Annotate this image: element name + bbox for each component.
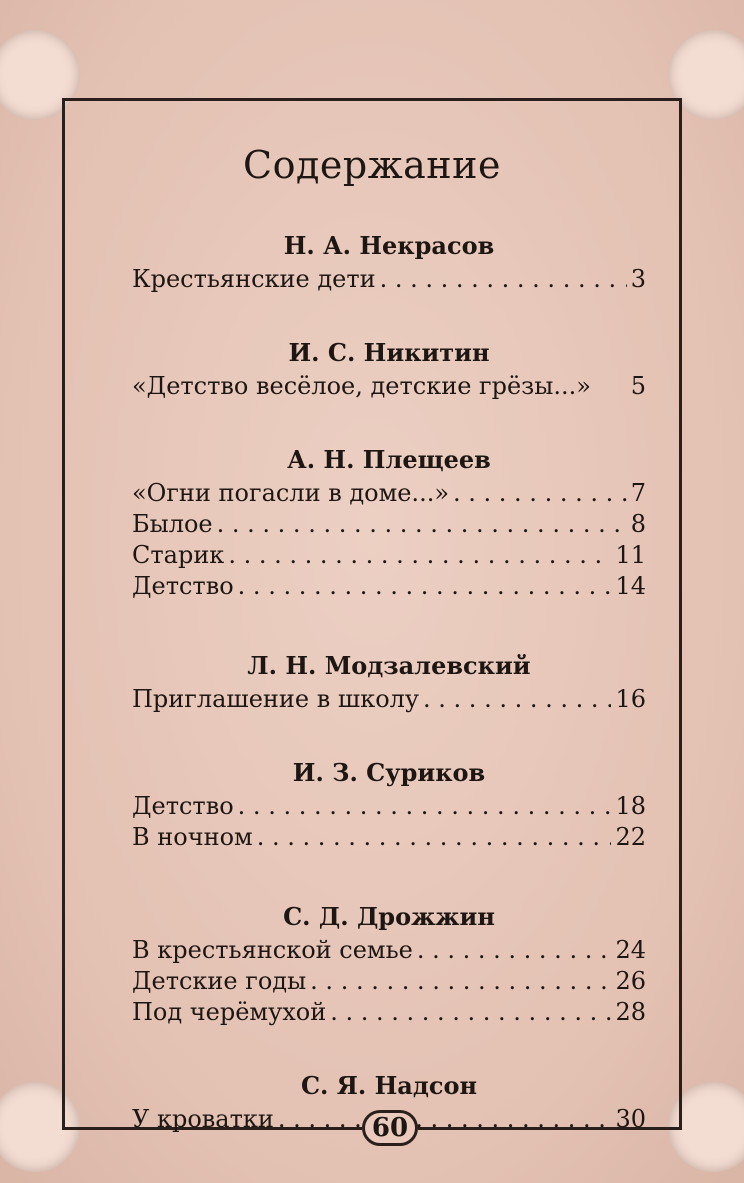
toc-entry[interactable] bbox=[132, 935, 646, 966]
entry-page: 28 bbox=[615, 998, 646, 1026]
toc-section bbox=[132, 442, 646, 602]
entry-title: В ночном bbox=[132, 823, 253, 851]
author-heading: И. З. Суриков bbox=[292, 758, 486, 787]
author-heading: Н. А. Некрасов bbox=[283, 231, 495, 260]
dot-leader bbox=[217, 509, 627, 540]
toc-entry[interactable] bbox=[132, 966, 646, 997]
entry-title: Старик bbox=[132, 541, 225, 569]
entry-title: Детство bbox=[132, 792, 234, 820]
toc-section bbox=[132, 335, 646, 402]
entry-page: 16 bbox=[615, 685, 646, 713]
table-of-contents bbox=[132, 228, 646, 1135]
frame-left-rule bbox=[62, 98, 65, 1128]
author-heading: Л. Н. Модзалевский bbox=[247, 651, 531, 680]
frame-right-rule bbox=[679, 98, 682, 1128]
dot-leader bbox=[310, 966, 611, 997]
entry-page: 14 bbox=[615, 572, 646, 600]
dot-leader bbox=[380, 264, 627, 295]
dot-leader bbox=[238, 791, 612, 822]
entry-page: 11 bbox=[615, 541, 646, 569]
dot-leader bbox=[257, 822, 612, 853]
entry-page: 8 bbox=[630, 510, 646, 538]
dot-leader bbox=[228, 540, 611, 571]
entry-page: 22 bbox=[615, 823, 646, 851]
toc-section bbox=[132, 755, 646, 853]
toc-entry[interactable] bbox=[132, 684, 646, 715]
entry-title: «Огни погасли в доме...» bbox=[132, 479, 450, 507]
toc-entry[interactable] bbox=[132, 791, 646, 822]
toc-section bbox=[132, 899, 646, 1028]
entry-page: 24 bbox=[615, 936, 646, 964]
entry-title: «Детство весёлое, детские грёзы...» bbox=[132, 372, 591, 400]
toc-section bbox=[132, 228, 646, 295]
frame-top-rule bbox=[62, 98, 682, 101]
toc-entry[interactable] bbox=[132, 571, 646, 602]
page-number: 60 bbox=[362, 1110, 418, 1146]
toc-entry[interactable] bbox=[132, 264, 646, 295]
entry-page: 3 bbox=[630, 265, 646, 293]
entry-page: 26 bbox=[615, 967, 646, 995]
entry-page: 18 bbox=[615, 792, 646, 820]
page-title: Содержание bbox=[243, 143, 501, 188]
dot-leader bbox=[278, 1104, 612, 1135]
dot-leader bbox=[330, 997, 611, 1028]
dot-leader bbox=[417, 935, 612, 966]
entry-page: 30 bbox=[615, 1105, 646, 1133]
toc-entry[interactable] bbox=[132, 509, 646, 540]
dot-leader bbox=[238, 571, 612, 602]
dot-leader bbox=[423, 684, 611, 715]
toc-entry[interactable] bbox=[132, 540, 646, 571]
toc-entry[interactable] bbox=[132, 478, 646, 509]
entry-title: Под черёмухой bbox=[132, 998, 327, 1026]
toc-entry[interactable] bbox=[132, 822, 646, 853]
page-corner-decoration bbox=[0, 30, 80, 120]
entry-title: Детские годы bbox=[132, 967, 307, 995]
entry-title: Приглашение в школу bbox=[132, 685, 420, 713]
entry-title: Былое bbox=[132, 510, 213, 538]
entry-page: 7 bbox=[630, 479, 646, 507]
author-heading: С. Я. Надсон bbox=[300, 1071, 478, 1100]
entry-title: Детство bbox=[132, 572, 234, 600]
author-heading: С. Д. Дрожжин bbox=[283, 902, 495, 931]
entry-title: У кроватки bbox=[132, 1105, 274, 1133]
author-heading: А. Н. Плещеев bbox=[287, 445, 491, 474]
entry-page: 5 bbox=[630, 372, 646, 400]
dot-leader bbox=[453, 478, 627, 509]
toc-entry[interactable] bbox=[132, 997, 646, 1028]
author-heading: И. С. Никитин bbox=[288, 338, 490, 367]
toc-entry[interactable] bbox=[132, 371, 646, 402]
toc-section bbox=[132, 648, 646, 715]
entry-title: В крестьянской семье bbox=[132, 936, 413, 964]
entry-title: Крестьянские дети bbox=[132, 265, 376, 293]
